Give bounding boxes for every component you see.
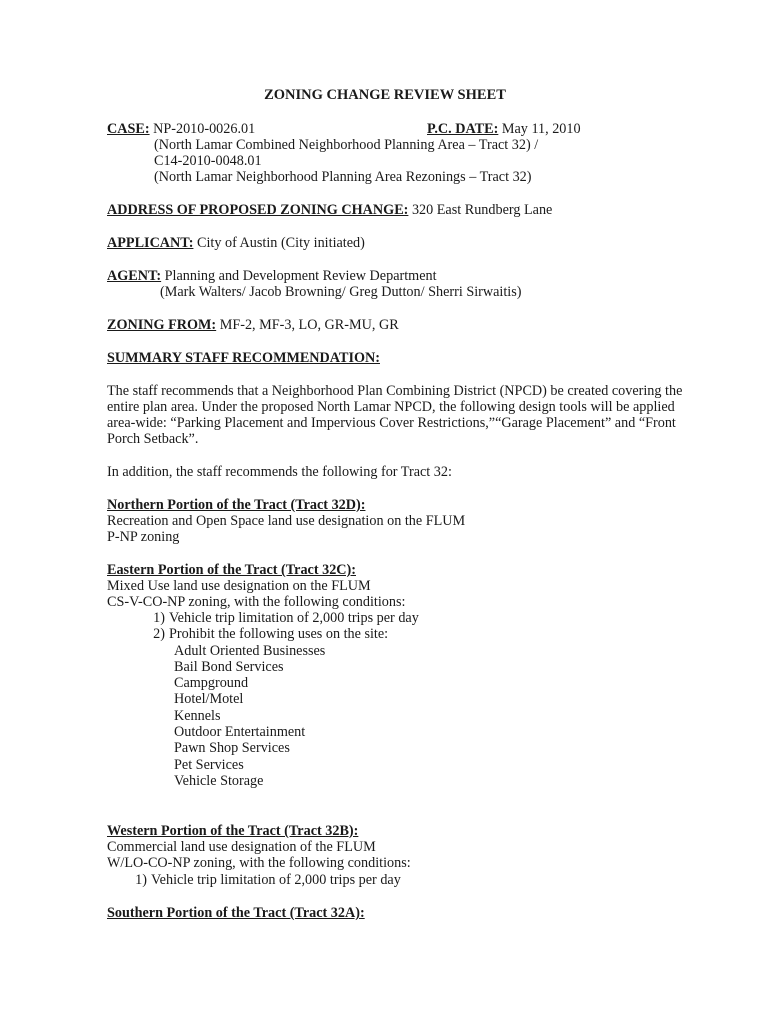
northern-heading: Northern Portion of the Tract (Tract 32D): [107,497,366,513]
agent-row [107,268,437,284]
prohibited-use: Hotel/Motel [174,691,244,707]
case-line: (North Lamar Neighborhood Planning Area Rezonings – Tract 32) [154,169,532,185]
prohibited-use: Kennels [174,708,221,724]
western-heading: Western Portion of the Tract (Tract 32B): [107,823,359,839]
pc-date-row [427,121,581,137]
eastern-line: Mixed Use land use designation on the FLUM [107,578,371,594]
eastern-condition [145,610,419,626]
address-label: ADDRESS OF PROPOSED ZONING CHANGE: [107,202,409,218]
eastern-line: CS-V-CO-NP zoning, with the following conditions: [107,594,406,610]
western-condition [127,872,401,888]
applicant-row [107,235,365,251]
prohibited-use: Vehicle Storage [174,773,264,789]
agent-value: Planning and Development Review Department [164,268,437,284]
page-title: ZONING CHANGE REVIEW SHEET [264,87,506,103]
agent-names: (Mark Walters/ Jacob Browning/ Greg Dutton/ Sherri Sirwaitis) [160,284,522,300]
address-value: 320 East Rundberg Lane [411,202,553,218]
case-line: (North Lamar Combined Neighborhood Planning Area – Tract 32) / [154,137,539,153]
case-row [107,121,255,137]
agent-label: AGENT: [107,268,162,284]
eastern-condition [145,626,388,642]
applicant-label: APPLICANT: [107,235,194,251]
applicant-value: City of Austin (City initiated) [196,235,365,251]
prohibited-use: Pet Services [174,757,244,773]
pc-date-label: P.C. DATE: [427,121,499,137]
summary-heading: SUMMARY STAFF RECOMMENDATION: [107,350,380,366]
in-addition-text: In addition, the staff recommends the following for Tract 32: [107,464,452,480]
southern-heading: Southern Portion of the Tract (Tract 32A): [107,905,365,921]
summary-line: area-wide: “Parking Placement and Impervious Cover Restrictions,”“Garage Placement” and “Front [107,415,676,431]
condition-number: 1) [153,610,165,626]
eastern-heading: Eastern Portion of the Tract (Tract 32C): [107,562,356,578]
western-line: Commercial land use designation of the FLUM [107,839,376,855]
zoning-from-row [107,317,399,333]
prohibited-use: Adult Oriented Businesses [174,643,326,659]
case-number: NP-2010-0026.01 [153,121,256,137]
summary-paragraph [107,383,687,447]
prohibited-use: Bail Bond Services [174,659,284,675]
address-row [107,202,552,218]
northern-line: Recreation and Open Space land use designation on the FLUM [107,513,466,529]
condition-number: 1) [135,872,147,888]
condition-text: Vehicle trip limitation of 2,000 trips per day [169,610,419,626]
case-label: CASE: [107,121,150,137]
summary-line: Porch Setback”. [107,431,199,447]
prohibited-use: Campground [174,675,249,691]
zoning-from-value: MF-2, MF-3, LO, GR-MU, GR [219,317,399,333]
pc-date-value: May 11, 2010 [501,121,581,137]
condition-text: Prohibit the following uses on the site: [169,626,389,642]
northern-line: P-NP zoning [107,529,180,545]
summary-line: entire plan area. Under the proposed North Lamar NPCD, the following design tools will be applied [107,399,675,415]
western-line: W/LO-CO-NP zoning, with the following conditions: [107,855,411,871]
condition-text: Vehicle trip limitation of 2,000 trips per day [151,872,401,888]
condition-number: 2) [153,626,165,642]
case-line: C14-2010-0048.01 [154,153,262,169]
prohibited-use: Outdoor Entertainment [174,724,306,740]
summary-line: The staff recommends that a Neighborhood Plan Combining District (NPCD) be created covering the [107,383,683,399]
zoning-from-label: ZONING FROM: [107,317,217,333]
prohibited-use: Pawn Shop Services [174,740,290,756]
